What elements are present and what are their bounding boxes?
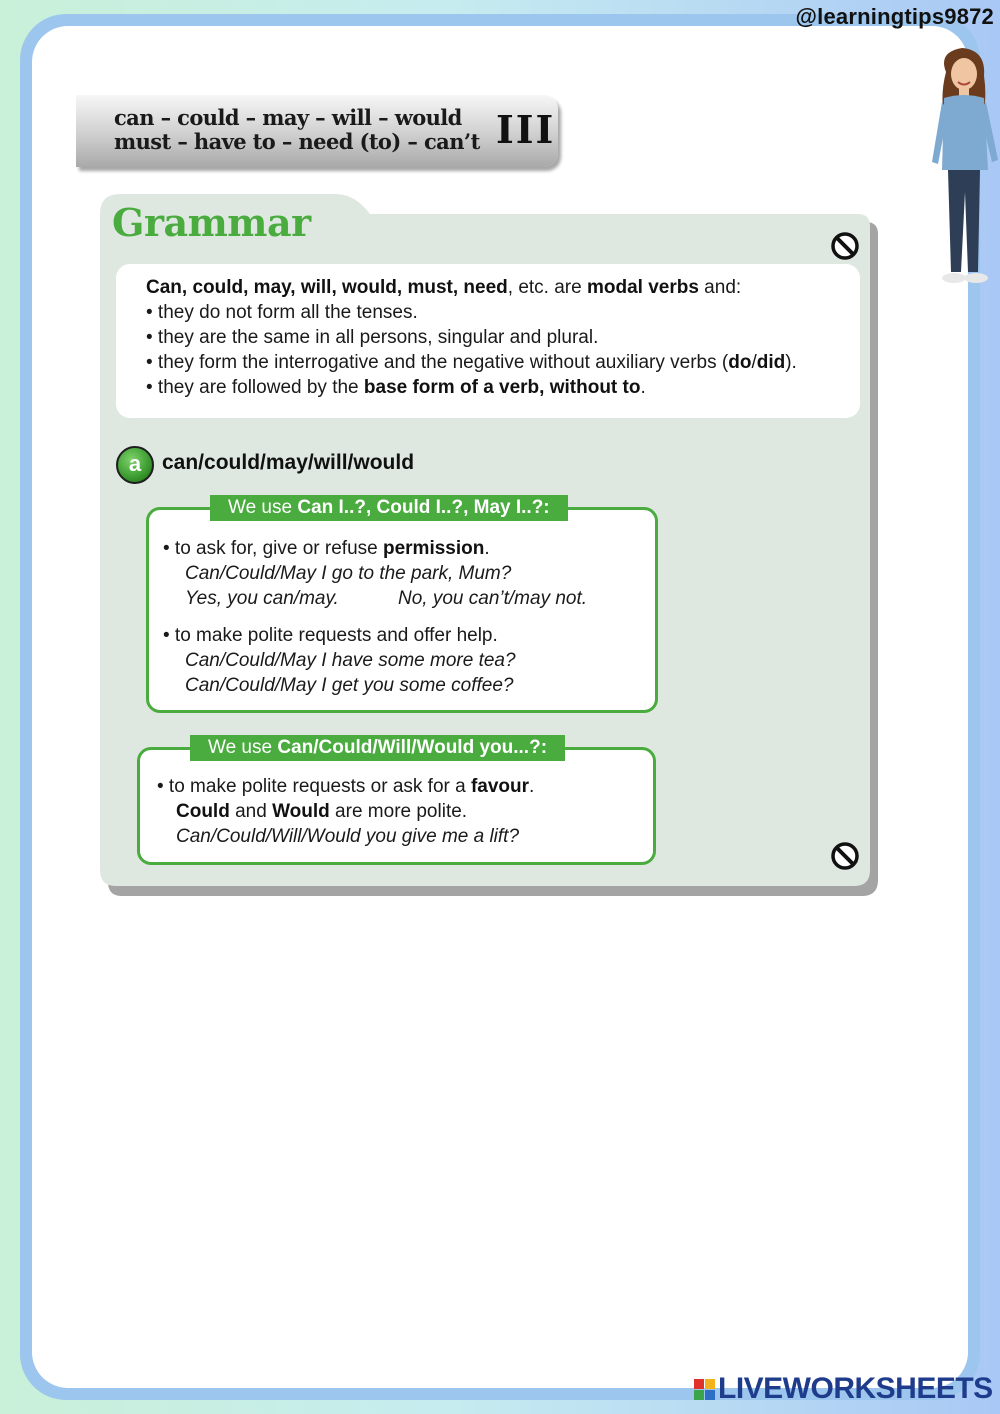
rule-item: • to make polite requests or ask for a favour. [157,776,535,797]
no-entry-icon [830,841,860,871]
section-a-badge: a [116,446,154,484]
intro-bullet-4: • they are followed by the base form of a verb, without to. [146,377,646,398]
logo-square [705,1379,715,1389]
rule-item: Could and Would are more polite. [176,801,468,822]
logo-square [694,1379,704,1389]
permission-rule-box [146,507,658,713]
liveworksheets-logo [694,1372,993,1406]
requests-rule-label: We use Can/Could/Will/Would you...?: [190,735,565,761]
section-a-title: can/could/may/will/would [162,451,415,474]
example-sentence: Can/Could/Will/Would you give me a lift? [176,826,520,847]
example-sentence: No, you can’t/may not. [398,588,588,609]
logo-square [705,1390,715,1400]
intro-bullet-1: • they do not form all the tenses. [146,302,418,323]
intro-bullet-3: • they form the interrogative and the negative without auxiliary verbs (do/did). [146,352,797,373]
teacher-illustration [928,42,1000,292]
example-sentence: Can/Could/May I have some more tea? [185,650,516,671]
unit-title-bar [76,95,558,167]
example-sentence: Yes, you can/may. [185,588,339,609]
rule-item: • to make polite requests and offer help. [163,625,498,646]
intro-line: Can, could, may, will, would, must, need, etc. are modal verbs and: [146,277,742,298]
unit-title-line1: can – could – may – will – would [114,105,462,130]
intro-bullet-2: • they are the same in all persons, singular and plural. [146,327,599,348]
grammar-heading: Grammar [112,200,311,245]
example-sentence: Can/Could/May I go to the park, Mum? [185,563,512,584]
liveworksheets-logo-icon [694,1379,715,1400]
modal-verbs-intro [116,264,860,418]
unit-number: III [496,107,556,152]
permission-rule-label: We use Can I..?, Could I..?, May I..?: [210,495,568,521]
example-sentence: Can/Could/May I get you some coffee? [185,675,514,696]
author-handle: @learningtips9872 [795,4,994,29]
no-entry-icon [830,231,860,261]
logo-square [694,1390,704,1400]
unit-title-line2: must – have to – need (to) – can’t [114,129,480,154]
requests-rule-box [137,747,656,865]
rule-item: • to ask for, give or refuse permission. [163,538,490,559]
liveworksheets-logo-text: LIVEWORKSHEETS [718,1372,993,1405]
